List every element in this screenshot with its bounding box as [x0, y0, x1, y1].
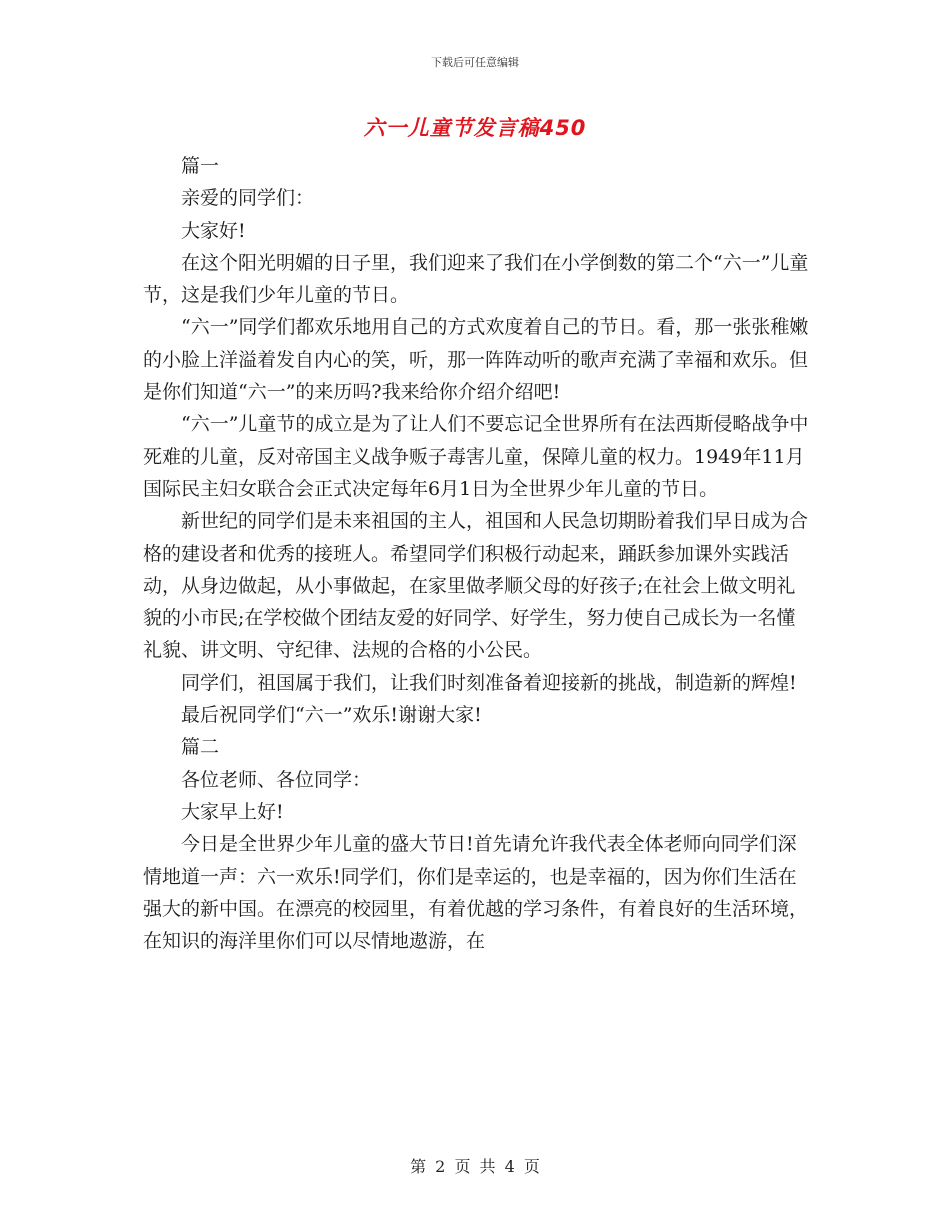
- paragraph: 在这个阳光明媚的日子里，我们迎来了我们在小学倒数的第二个“六一”儿童节，这是我们少年儿童的节日。: [143, 251, 809, 307]
- paragraph: “六一”同学们都欢乐地用自己的方式欢度着自己的节日。看，那一张张稚嫩的小脸上洋溢着发自内心的笑，听，那一阵阵动听的歌声充满了幸福和欢乐。但是你们知道“六一”的来历吗?我来给你介绍介绍吧!: [143, 316, 809, 404]
- paragraph: “六一”儿童节的成立是为了让人们不要忘记全世界所有在法西斯侵略战争中死难的儿童，反对帝国主义战争贩子毒害儿童，保障儿童的权力。1949年11月国际民主妇女联合会正式决定每年6月1日为全世界少年儿童的节日。: [143, 413, 809, 500]
- section-heading: 篇二: [181, 736, 220, 759]
- page-number: 第 2 页 共 4 页: [410, 1157, 540, 1176]
- closing: 最后祝同学们“六一”欢乐!谢谢大家!: [181, 704, 482, 727]
- greeting: 大家好!: [181, 219, 246, 242]
- document-title: 六一儿童节发言稿450: [363, 116, 587, 140]
- paragraph: 今日是全世界少年儿童的盛大节日!首先请允许我代表全体老师向同学们深情地道一声：六一欢乐!同学们，你们是幸运的，也是幸福的，因为你们生活在强大的新中国。在漂亮的校园里，有着优越的学习条件，有着良好的生活环境，在知识的海洋里你们可以尽情地遨游，在: [143, 833, 809, 953]
- greeting: 大家早上好!: [181, 800, 284, 823]
- salutation: 各位老师、各位同学：: [181, 768, 372, 791]
- document-body: [143, 150, 813, 957]
- section-heading: 篇一: [181, 155, 220, 177]
- paragraph: 同学们，祖国属于我们，让我们时刻准备着迎接新的挑战，制造新的辉煌!: [181, 671, 797, 694]
- salutation: 亲爱的同学们：: [181, 187, 315, 210]
- header-note: 下载后可任意编辑: [431, 56, 519, 69]
- paragraph: 新世纪的同学们是未来祖国的主人，祖国和人民急切期盼着我们早日成为合格的建设者和优秀的接班人。希望同学们积极行动起来，踊跃参加课外实践活动，从身边做起，从小事做起，在家里做孝顺父母的好孩子;在社会上做文明礼貌的小市民;在学校做个团结友爱的好同学、好学生，努力使自己成长为一名懂礼貌、讲文明、守纪律、法规的合格的小公民。: [143, 510, 809, 662]
